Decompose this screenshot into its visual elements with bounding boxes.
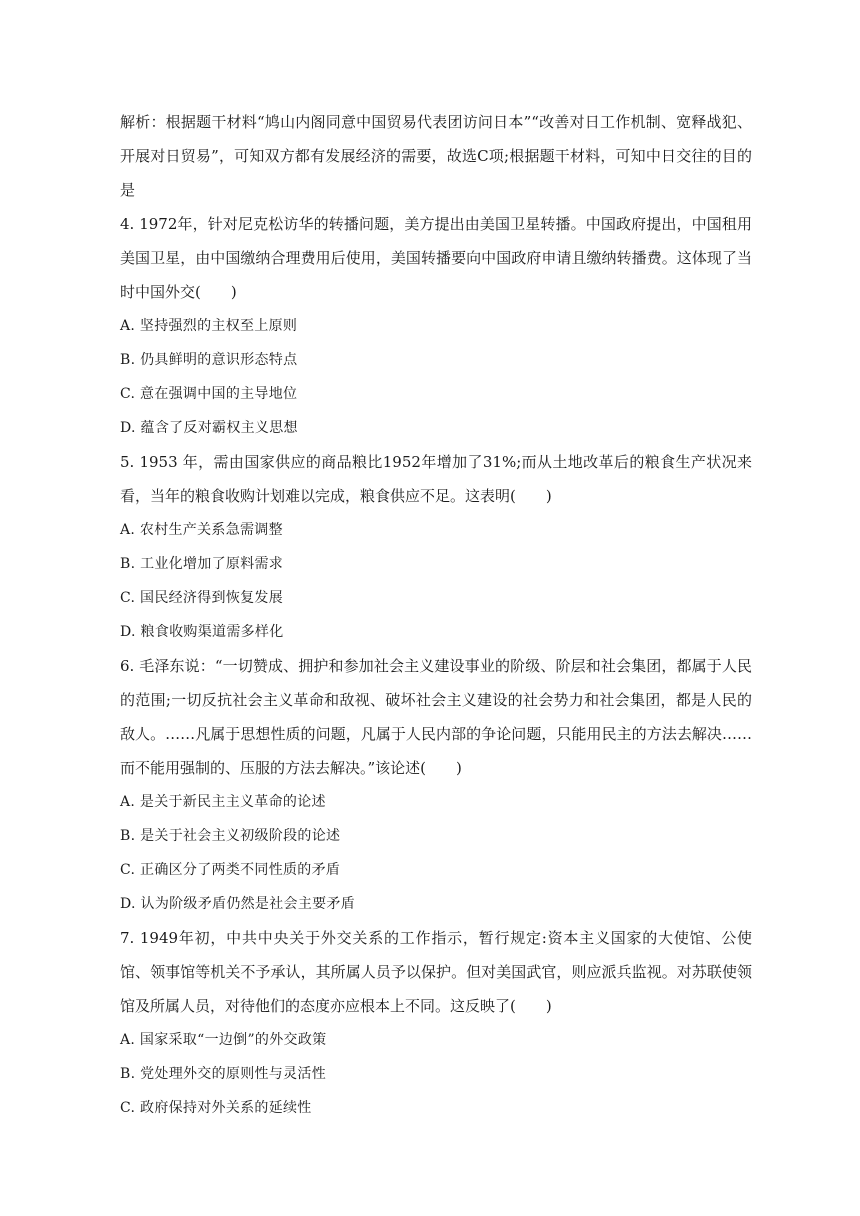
document-content (120, 105, 752, 1125)
question-5 (120, 445, 752, 649)
option-a: A. 坚持强烈的主权至上原则 (120, 318, 298, 334)
question-6 (120, 649, 752, 921)
option-a: A. 农村生产关系急需调整 (120, 522, 283, 538)
option-a: A. 是关于新民主主义革命的论述 (120, 794, 326, 810)
option-c: C. 政府保持对外关系的延续性 (120, 1100, 312, 1116)
question-stem: 6. 毛泽东说：“一切赞成、拥护和参加社会主义建设事业的阶级、阶层和社会集团，都属于人民的范围;一切反抗社会主义革命和敌视、破坏社会主义建设的社会势力和社会集团，都是人民的敌人。……凡属于思想性质的问题，凡属于人民内部的争论问题，只能用民主的方法去解决……而不能用强制的、压服的方法去解决。”该论述( ) (120, 657, 752, 777)
option-c: C. 意在强调中国的主导地位 (120, 386, 298, 402)
option-d: D. 蕴含了反对霸权主义思想 (120, 420, 298, 436)
question-stem: 7. 1949年初，中共中央关于外交关系的工作指示，暂行规定:资本主义国家的大使馆、公使馆、领事馆等机关不予承认，其所属人员予以保护。但对美国武官，则应派兵监视。对苏联使领馆及所属人员，对待他们的态度亦应根本上不同。这反映了( ) (120, 929, 752, 1015)
question-7 (120, 921, 752, 1125)
option-c: C. 正确区分了两类不同性质的矛盾 (120, 862, 341, 878)
explanation-text: 解析：根据题干材料“鸠山内阁同意中国贸易代表团访问日本”“改善对日工作机制、宽释战犯、开展对日贸易”，可知双方都有发展经济的需要，故选C项;根据题干材料，可知中日交往的目的是 (120, 113, 752, 199)
option-d: D. 粮食收购渠道需多样化 (120, 624, 284, 640)
option-c: C. 国民经济得到恢复发展 (120, 590, 284, 606)
question-stem: 5. 1953 年，需由国家供应的商品粮比1952年增加了31%;而从土地改革后的粮食生产状况来看，当年的粮食收购计划难以完成，粮食供应不足。这表明( ) (120, 453, 752, 505)
question-4 (120, 207, 752, 445)
option-d: D. 认为阶级矛盾仍然是社会主要矛盾 (120, 896, 356, 912)
option-b: B. 是关于社会主义初级阶段的论述 (120, 828, 341, 844)
option-b: B. 工业化增加了原料需求 (120, 556, 284, 572)
option-b: B. 党处理外交的原则性与灵活性 (120, 1066, 326, 1082)
option-b: B. 仍具鲜明的意识形态特点 (120, 352, 298, 368)
option-a: A. 国家采取“一边倒”的外交政策 (120, 1032, 327, 1048)
question-stem: 4. 1972年，针对尼克松访华的转播问题，美方提出由美国卫星转播。中国政府提出，中国租用美国卫星，由中国缴纳合理费用后使用，美国转播要向中国政府申请且缴纳转播费。这体现了当时中国外交( ) (120, 215, 752, 301)
